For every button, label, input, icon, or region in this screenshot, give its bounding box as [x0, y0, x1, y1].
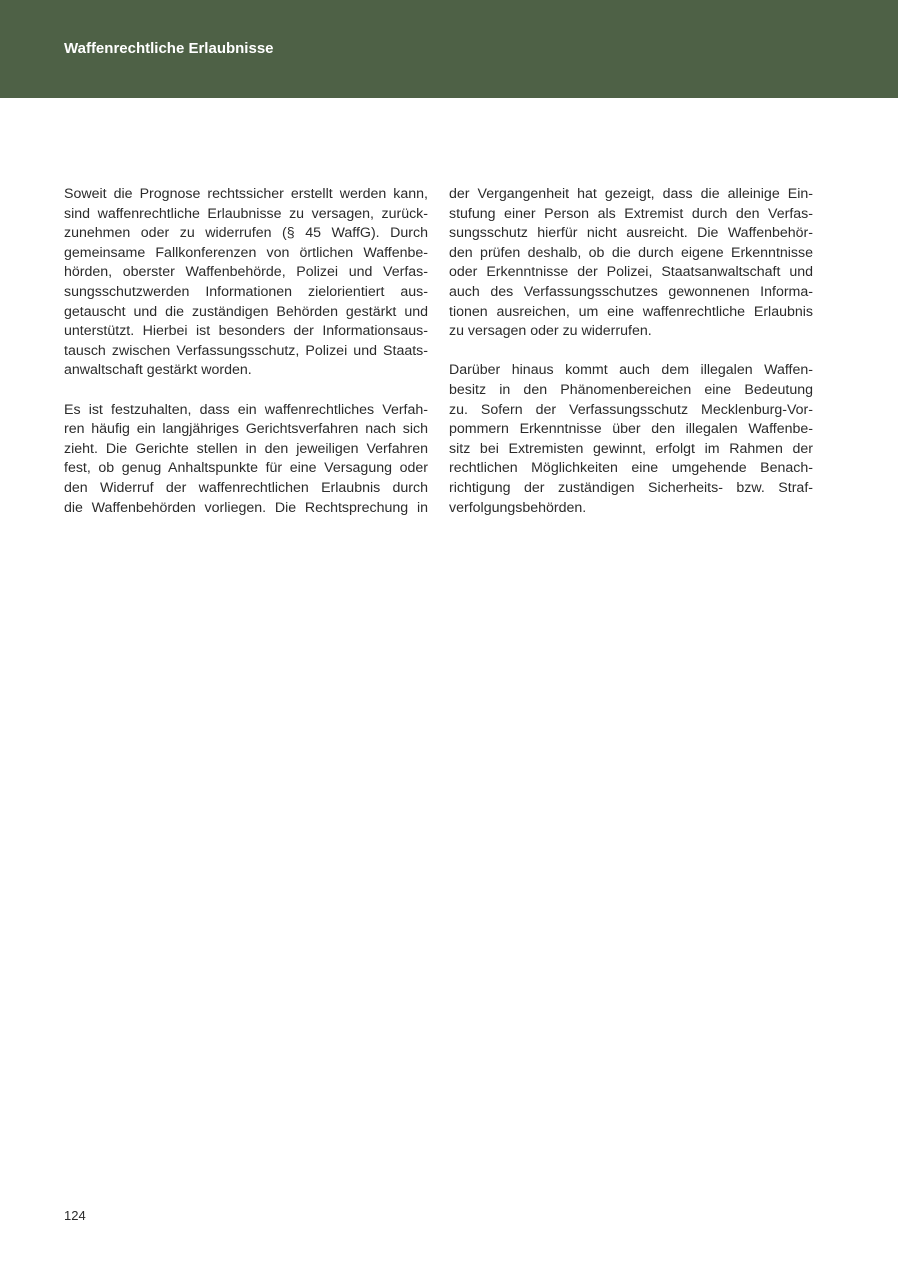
paragraph-spacer [449, 342, 813, 362]
text-column-right [449, 185, 813, 518]
text-line: oder Erkenntnisse der Polizei, Staatsanwaltschaft und [449, 264, 813, 281]
text-line: den Widerruf der waffenrechtlichen Erlaubnis durch [64, 479, 428, 496]
text-line: tausch zwischen Verfassungsschutz, Polizei und Staats- [64, 342, 428, 359]
text-line: sungsschutz hierfür nicht ausreicht. Die Waffenbehör- [449, 225, 813, 242]
text-line: zunehmen oder zu widerrufen (§ 45 WaffG). Durch [64, 225, 428, 242]
text-column-left [64, 185, 428, 518]
text-line: den prüfen deshalb, ob die durch eigene Erkenntnisse [449, 244, 813, 261]
header-bar [0, 0, 898, 98]
text-line: der Vergangenheit hat gezeigt, dass die alleinige Ein- [449, 186, 813, 202]
paragraph [449, 361, 813, 518]
text-line: die Waffenbehörden vorliegen. Die Rechtsprechung in [64, 499, 428, 516]
text-line: auch des Verfassungsschutzes gewonnenen Informa- [449, 283, 813, 300]
text-line: zu versagen oder zu widerrufen. [449, 323, 652, 340]
text-line: hörden, oberster Waffenbehörde, Polizei und Verfas- [64, 264, 428, 281]
paragraph [64, 185, 428, 381]
text-line: sitz bei Extremisten gewinnt, erfolgt im Rahmen der [449, 440, 813, 457]
text-line: Es ist festzuhalten, dass ein waffenrechtliches Verfah- [64, 401, 428, 418]
text-line: rechtlichen Möglichkeiten eine umgehende Benach- [449, 460, 813, 477]
text-line: verfolgungsbehörden. [449, 499, 587, 516]
paragraph [449, 185, 813, 342]
page-title: Waffenrechtliche Erlaubnisse [64, 40, 274, 57]
page-number: 124 [64, 1208, 86, 1223]
text-line: sungsschutzwerden Informationen zielorientiert aus- [64, 283, 428, 300]
text-line: tionen ausreichen, um eine waffenrechtliche Erlaubnis [449, 303, 813, 320]
paragraph [64, 401, 428, 519]
text-line: Soweit die Prognose rechtssicher erstellt werden kann, [64, 186, 428, 202]
text-line: pommern Erkenntnisse über den illegalen Waffenbe- [449, 421, 813, 438]
text-line: richtigung der zuständigen Sicherheits- bzw. Straf- [449, 479, 813, 496]
text-line: zu. Sofern der Verfassungsschutz Mecklenburg-Vor- [449, 401, 813, 418]
text-line: gemeinsame Fallkonferenzen von örtlichen Waffenbe- [64, 244, 428, 261]
text-line: ren häufig ein langjähriges Gerichtsverfahren nach sich [64, 421, 428, 438]
text-line: zieht. Die Gerichte stellen in den jeweiligen Verfahren [64, 440, 428, 457]
text-line: Darüber hinaus kommt auch dem illegalen Waffen- [449, 362, 813, 379]
text-line: sind waffenrechtliche Erlaubnisse zu versagen, zurück- [64, 205, 428, 222]
text-line: unterstützt. Hierbei ist besonders der Informationsaus- [64, 323, 428, 340]
text-line: besitz in den Phänomenbereichen eine Bedeutung [449, 381, 813, 398]
text-line: anwaltschaft gestärkt worden. [64, 362, 252, 379]
paragraph-spacer [64, 381, 428, 401]
text-line: stufung einer Person als Extremist durch den Verfas- [449, 205, 813, 222]
text-line: getauscht und die zuständigen Behörden gestärkt und [64, 303, 428, 320]
text-line: fest, ob genug Anhaltspunkte für eine Versagung oder [64, 460, 428, 477]
